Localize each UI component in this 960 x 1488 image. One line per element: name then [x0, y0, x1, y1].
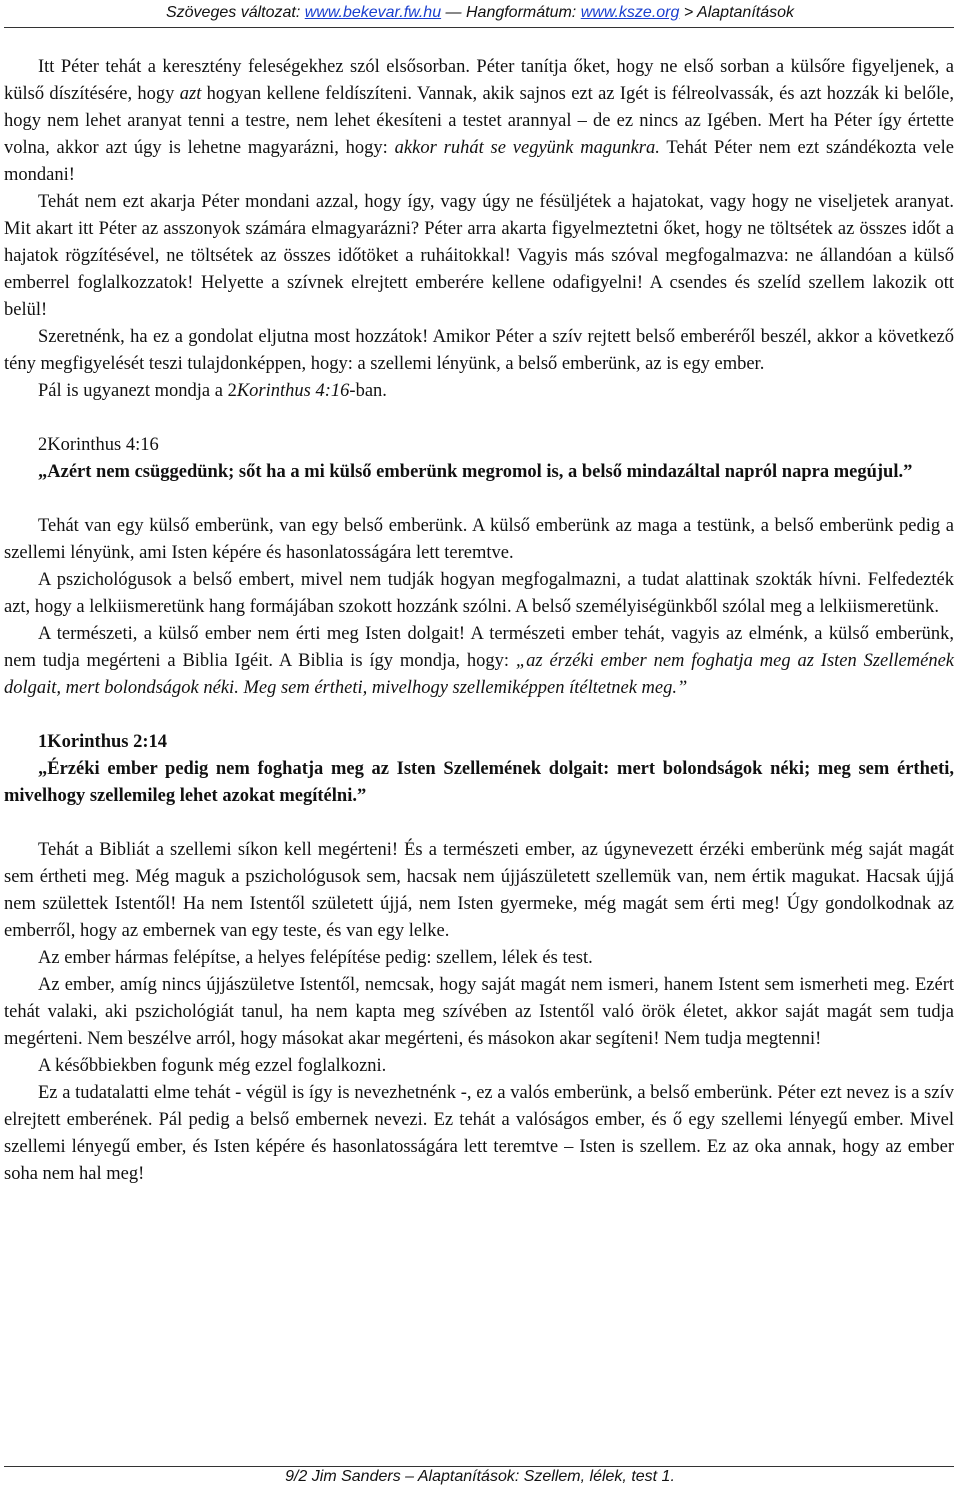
p1-text-e: Tehát Péter nem ezt szándékozta vele mondani! [4, 138, 954, 185]
paragraph-1 [4, 54, 954, 189]
scripture-reference-2: 1Korinthus 2:14 [38, 732, 168, 752]
spacer [4, 405, 954, 432]
p7-text-a: A természeti, a külső ember nem érti meg Isten dolgait! A természeti ember tehát, vagyis az elménk, a külső emberünk, nem tudja megérteni a Biblia Igéit. A Biblia is így mondja, hogy: [4, 624, 954, 671]
scripture-reference-1: 2Korinthus 4:16 [38, 435, 159, 455]
p1-text-a: Itt Péter tehát a keresztény feleségekhez szól elsősorban. Péter tanítja őket, hogy ne első sorban a külsőre figyeljenek, a külső díszítésére, hogy [4, 57, 954, 104]
header-divider [4, 27, 954, 28]
paragraph-6: A pszichológusok a belső embert, mivel nem tudják hogyan megfogalmazni, a tudat alattinak szokták hívni. Felfedezték azt, hogy a lelkiismeretünk hang formájában szokott hozzánk szólni. A belső személyiségünkből szólal meg a lelkiismeretünk. [4, 570, 954, 617]
paragraph-4 [4, 378, 954, 405]
spacer [4, 702, 954, 729]
p4-italic-ref: Korinthus 4:16 [236, 381, 350, 401]
spacer [4, 486, 954, 513]
scripture-quote-1: „Azért nem csüggedünk; sőt ha a mi külső emberünk megromol is, a belső mindazáltal napról napra megújul.” [38, 462, 913, 482]
paragraph-7 [4, 621, 954, 702]
paragraph-9: Az ember hármas felépítse, a helyes felépítése pedig: szellem, lélek és test. [38, 948, 593, 968]
bekevar-link[interactable]: www.bekevar.fw.hu [304, 4, 442, 21]
scripture-quote-2: „Érzéki ember pedig nem foghatja meg az Isten Szellemének dolgait: mert bolondságok néki; meg sem értheti, mivelhogy szellemileg lehet azokat megítélni.” [4, 759, 954, 806]
p1-text-c: hogyan kellene feldíszíteni. Vannak, akik sajnos ezt az Igét is félreolvassák, és azt hozzák ki belőle, hogy nem lehet aranyat tenni a testre, nem lehet ékesíteni a testet arannyal – de ez nincs az Igében. Mert ha Péter így értette volna, akkor azt úgy is lehetne magyarázni, hogy: [4, 84, 954, 158]
paragraph-10: Az ember, amíg nincs újjászületve Istentől, nemcsak, hogy saját magát nem ismeri, hanem Istent sem ismerheti meg. Ezért tehát valaki, aki pszichológiát tanul, ha nem kapta meg szívében az Istentől való örök életet, akkor saját magát sem tudja megérteni. Nem beszélve arról, hogy másokat akar megérteni, és másokon akar segíteni! Nem tudja megtenni! [4, 975, 954, 1049]
paragraph-3: Szeretnénk, ha ez a gondolat eljutna most hozzátok! Amikor Péter a szív rejtett belső emberéről beszél, akkor a következő tény megfigyelését teszi tulajdonképpen, hogy: a szellemi lényünk, a belső emberünk, az is egy ember. [4, 327, 954, 374]
page-footer: 9/2 Jim Sanders – Alaptanítások: Szellem, lélek, test 1. [285, 1468, 675, 1485]
p1-italic-azt: azt [179, 84, 202, 104]
paragraph-5: Tehát van egy külső emberünk, van egy belső emberünk. A külső emberünk az maga a testünk, a belső emberünk pedig a szellemi lényünk, ami Isten képére és hasonlatosságára lett teremtve. [4, 516, 954, 563]
header-prefix: Szöveges változat: [165, 4, 305, 21]
p4-text-a: Pál is ugyanezt mondja a 2 [38, 381, 237, 401]
ksze-link[interactable]: www.ksze.org [580, 4, 680, 21]
p4-text-c: -ban. [349, 381, 387, 401]
page-header [0, 0, 960, 30]
paragraph-8: Tehát a Bibliát a szellemi síkon kell megérteni! És a természeti ember, az úgynevezett érzéki emberünk még saját magát sem értheti meg. Még maguk a pszichológusok sem, hacsak nem újjászületett szellemük van, nem értik magukat. Hacsak újjá nem születtek Istentől! Ha nem Istentől született újjá, nem Isten gyermeke, még magát sem érti meg! Úgy gondolkodnak az emberről, hogy az embernek van egy teste, és van egy lelke. [4, 840, 954, 941]
p1-italic-quote: akkor ruhát se vegyünk magunkra. [394, 138, 660, 158]
spacer [4, 810, 954, 837]
paragraph-11: A későbbiekben fogunk még ezzel foglalkozni. [38, 1056, 387, 1076]
paragraph-2: Tehát nem ezt akarja Péter mondani azzal, hogy így, vagy úgy ne fésüljétek a hajatokat, vagy hogy ne viseljetek aranyat. Mit akart itt Péter az asszonyok számára elmagyarázni? Péter arra akarta figyelmeztetni őket, hogy ne töltsétek az összes időt a hajatok rögzítésével, ne töltsétek az összes időtöket a ruháitokkal! Vagyis más szóval megfogalmazva: ne állandóan a külső emberrel foglalkozzatok! Helyette a szívnek elrejtett emberére kellene odafigyelni! A csendes és szelíd szellem lakozik ott belül! [4, 192, 954, 320]
p7-italic-quote: „az érzéki ember nem foghatja meg az Isten Szellemének dolgait, mert bolondságok néki. Meg sem értheti, mivelhogy szellemiképpen ítéltetnek meg.” [4, 651, 954, 698]
document-body [4, 54, 954, 1188]
paragraph-12: Ez a tudatalatti elme tehát - végül is így is nevezhetnénk -, ez a valós emberünk, a belső emberünk. Péter ezt nevez is a szív elrejtett emberének. Pál pedig a belső embernek nevezi. Ez tehát a valóságos ember, és ő egy szellemi lényegű ember. Mivel szellemi lényegű ember, és Isten képére és hasonlatosságára lett teremtve – Isten is szellem. Ez az oka annak, hogy az ember soha nem hal meg! [4, 1083, 954, 1184]
header-middle: — Hangformátum: [441, 4, 581, 21]
header-suffix: > Alaptanítások [679, 4, 794, 21]
